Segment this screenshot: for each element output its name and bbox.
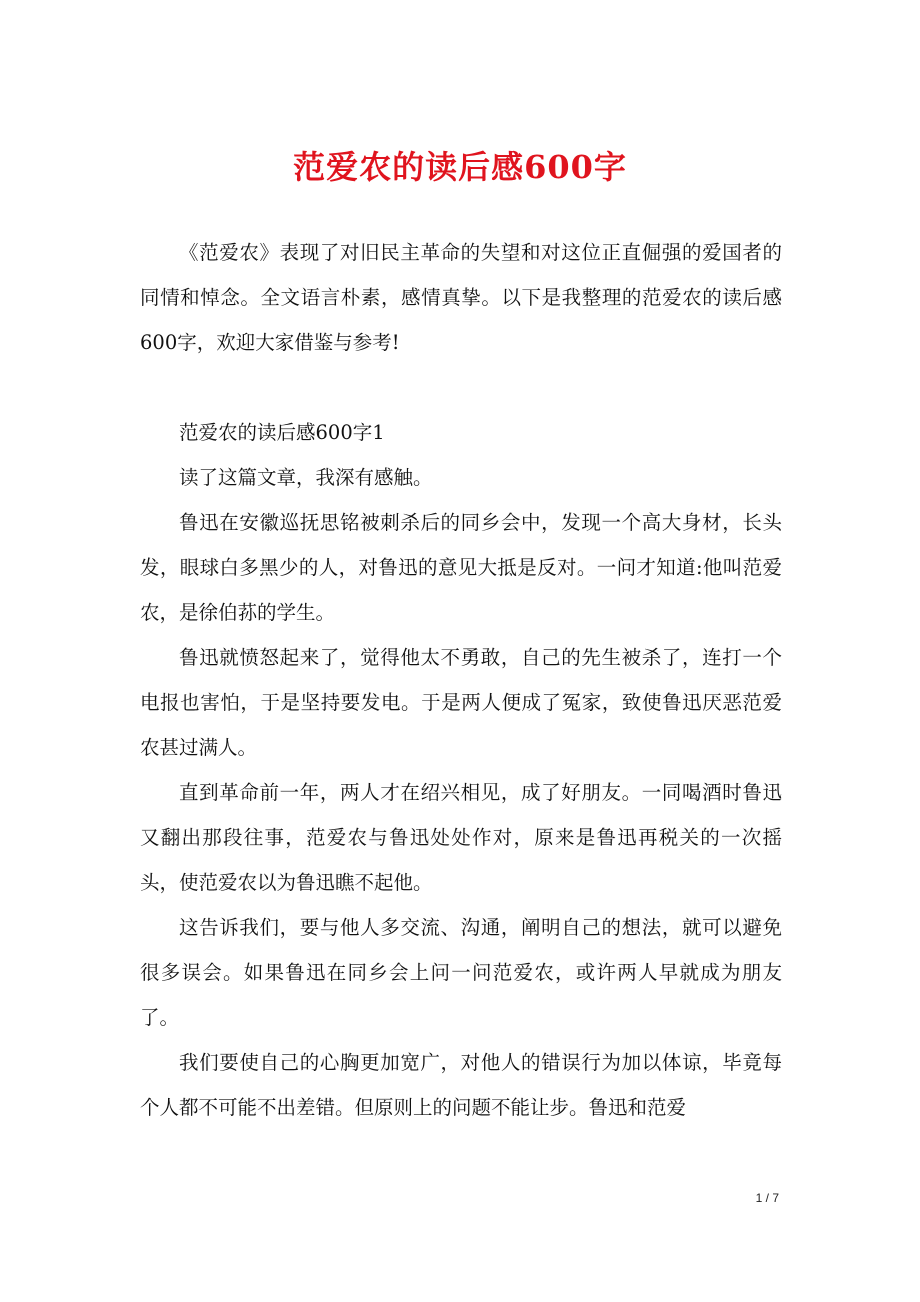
document-title: 范爱农的读后感600字 — [293, 148, 627, 186]
body-paragraph: 鲁迅就愤怒起来了，觉得他太不勇敢，自己的先生被杀了，连打一个电报也害怕，于是坚持要发电。于是两人便成了冤家，致使鲁迅厌恶范爱农甚过满人。 — [140, 646, 782, 759]
body-paragraph: 我们要使自己的心胸更加宽广，对他人的错误行为加以体谅，毕竟每个人都不可能不出差错。但原则上的问题不能让步。鲁迅和范爱 — [140, 1051, 782, 1119]
section-heading: 范爱农的读后感600字1 — [179, 421, 385, 444]
document-body — [140, 230, 782, 1130]
body-paragraph: 鲁迅在安徽巡抚思铭被刺杀后的同乡会中，发现一个高大身材，长头发，眼球白多黑少的人，对鲁迅的意见大抵是反对。一问才知道:他叫范爱农，是徐伯荪的学生。 — [140, 511, 782, 624]
body-paragraph: 读了这篇文章，我深有感触。 — [179, 466, 433, 489]
page-number: 1 / 7 — [755, 1191, 779, 1205]
body-paragraph: 这告诉我们，要与他人多交流、沟通，阐明自己的想法，就可以避免很多误会。如果鲁迅在同乡会上问一问范爱农，或许两人早就成为朋友了。 — [140, 916, 782, 1029]
body-paragraph: 直到革命前一年，两人才在绍兴相见，成了好朋友。一同喝酒时鲁迅又翻出那段往事，范爱农与鲁迅处处作对，原来是鲁迅再税关的一次摇头，使范爱农以为鲁迅瞧不起他。 — [140, 781, 782, 894]
intro-paragraph: 《范爱农》表现了对旧民主革命的失望和对这位正直倔强的爱国者的同情和悼念。全文语言朴素，感情真挚。以下是我整理的范爱农的读后感600字，欢迎大家借鉴与参考! — [140, 241, 782, 354]
